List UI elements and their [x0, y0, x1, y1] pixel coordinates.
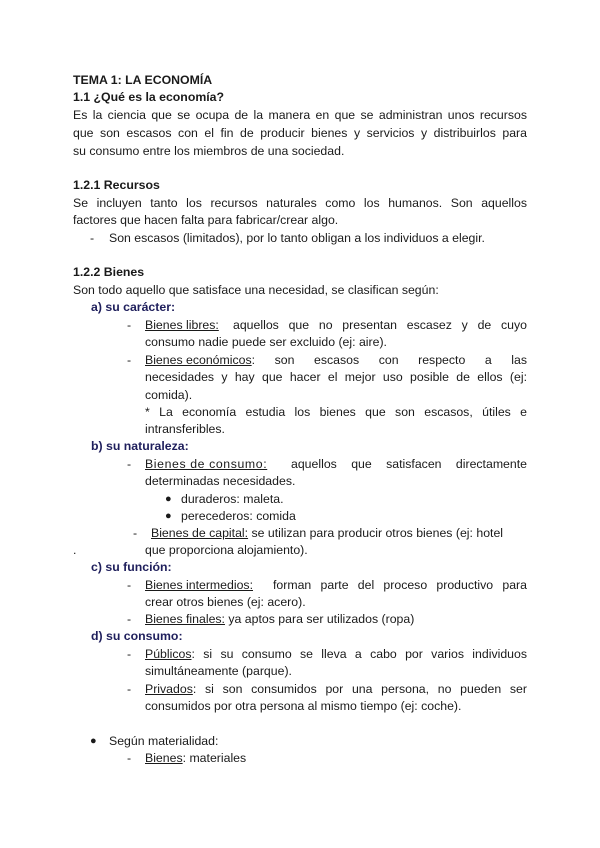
dash-bullet: - [127, 751, 132, 765]
dash-bullet: - [90, 231, 95, 245]
note-text: * La economía estudia los bienes que son escasos, útiles e [145, 405, 527, 419]
term-bienes-capital: Bienes de capital: [151, 526, 249, 540]
paragraph-line: Es la ciencia que se ocupa de la manera en que se administran unos recursos [73, 108, 527, 122]
term-bienes-intermedios: Bienes intermedios: [145, 578, 253, 592]
item-text: que proporciona alojamiento). [145, 543, 308, 557]
item-text: necesidades y hay que hacer el mejor uso posible de ellos (ej: [145, 370, 527, 384]
item-text: comida). [145, 388, 193, 402]
list-item-bienes-economicos [145, 352, 527, 369]
item-text: forman parte del proceso productivo para [273, 578, 527, 592]
list-label-b: b) su naturaleza: [91, 439, 189, 453]
page-title: TEMA 1: LA ECONOMÍA [73, 73, 213, 87]
item-text: ya aptos para ser utilizados (ropa) [228, 612, 415, 626]
item-text: aquellos que satisfacen directamente [291, 457, 527, 471]
term-bienes-finales: Bienes finales: [145, 612, 225, 626]
dash-bullet: - [127, 318, 132, 332]
round-bullet: ● [90, 735, 97, 747]
dash-bullet: - [127, 647, 132, 661]
item-text: : materiales [182, 751, 247, 765]
section-heading-1-1: 1.1 ¿Qué es la economía? [73, 90, 225, 104]
note-text: intransferibles. [145, 422, 225, 436]
dash-bullet: - [127, 353, 132, 367]
list-item-bienes-materiales [145, 750, 246, 767]
list-item-privados [145, 681, 527, 698]
dash-bullet: - [127, 457, 132, 471]
item-text: se utilizan para producir otros bienes (ej: hotel [251, 526, 504, 540]
list-item-bienes-finales [145, 611, 414, 628]
list-label-materialidad: Según materialidad: [109, 734, 219, 748]
list-label-c: c) su función: [91, 560, 172, 574]
section-heading-1-2-1: 1.2.1 Recursos [73, 178, 160, 192]
item-text: simultáneamente (parque). [145, 664, 292, 678]
item-text: consumidos por otra persona al mismo tiempo (ej: coche). [145, 699, 462, 713]
term-bienes-libres: Bienes libres: [145, 318, 219, 332]
dash-bullet: - [133, 526, 138, 540]
list-label-a: a) su carácter: [91, 300, 176, 314]
list-item-bienes-libres [145, 317, 527, 334]
item-text: determinadas necesidades. [145, 474, 296, 488]
paragraph-line: factores que hacen falta para fabricar/crear algo. [73, 213, 339, 227]
paragraph-line: Se incluyen tanto los recursos naturales como los humanos. Son aquellos [73, 196, 527, 210]
item-text: : si su consumo se lleva a cabo por varios individuos [191, 647, 527, 661]
paragraph-line: su consumo entre los miembros de una sociedad. [73, 144, 345, 158]
item-text: : si son consumidos por una persona, no pueden ser [192, 682, 527, 696]
dash-bullet: - [127, 578, 132, 592]
dash-bullet: - [127, 682, 132, 696]
list-item-bienes-intermedios [145, 577, 527, 594]
list-label-d: d) su consumo: [91, 629, 183, 643]
paragraph-line: Son todo aquello que satisface una necesidad, se clasifican según: [73, 283, 439, 297]
section-heading-1-2-2: 1.2.2 Bienes [73, 265, 145, 279]
item-text: crear otros bienes (ej: acero). [145, 595, 306, 609]
term-bienes: Bienes [145, 751, 183, 765]
term-bienes-economicos: Bienes económicos [145, 353, 252, 367]
list-item-publicos [145, 646, 527, 663]
term-bienes-consumo: Bienes de consumo: [145, 457, 268, 471]
sub-item-text: duraderos: maleta. [181, 492, 284, 506]
stray-dot: . [73, 543, 77, 557]
list-item-bienes-capital [151, 525, 503, 542]
bullet-text: Son escasos (limitados), por lo tanto obligan a los individuos a elegir. [109, 231, 485, 245]
dash-bullet: - [127, 612, 132, 626]
term-privados: Privados [145, 682, 193, 696]
sub-item-text: perecederos: comida [181, 509, 296, 523]
item-text: aquellos que no presentan escasez y de cuyo [233, 318, 527, 332]
round-bullet: ● [165, 510, 172, 522]
item-text: consumo nadie puede ser excluido (ej: aire). [145, 335, 387, 349]
round-bullet: ● [165, 493, 172, 505]
item-text: : son escasos con respecto a las [251, 353, 527, 367]
list-item-bienes-consumo [145, 456, 527, 473]
term-publicos: Públicos [145, 647, 192, 661]
paragraph-line: que son escasos con el fin de producir bienes y servicios y distribuirlos para [73, 126, 527, 140]
